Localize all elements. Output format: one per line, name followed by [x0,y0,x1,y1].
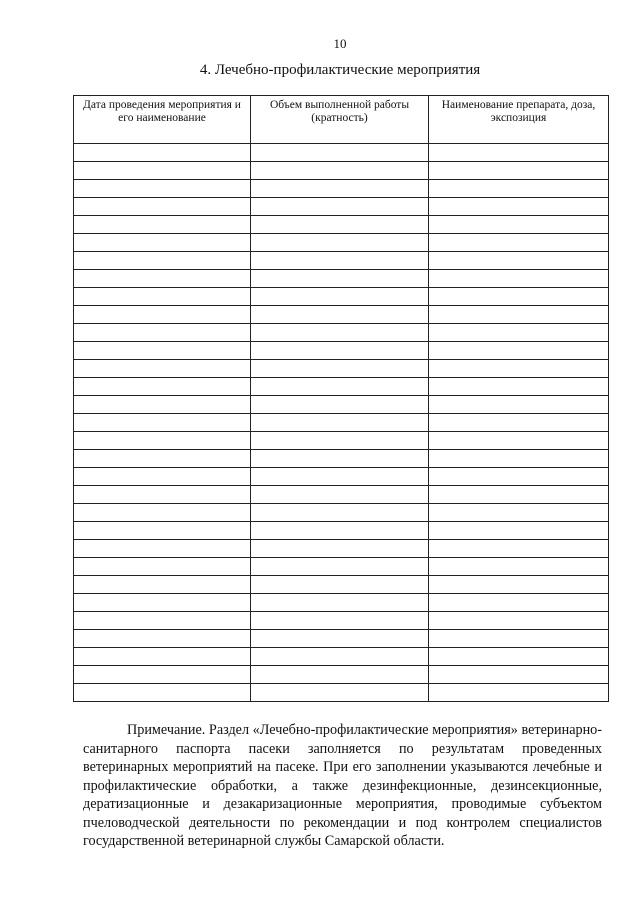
table-row [74,630,609,648]
table-cell [429,576,609,594]
table-cell [429,450,609,468]
treatment-table [73,95,609,702]
table-cell [251,558,429,576]
table-row [74,576,609,594]
table-cell [251,324,429,342]
table-cell [251,576,429,594]
table-cell [74,522,251,540]
table-cell [251,432,429,450]
column-header-volume: Объем выполненной работы (кратность) [251,96,429,144]
table-row [74,666,609,684]
table-cell [429,288,609,306]
table-cell [429,630,609,648]
table-cell [74,162,251,180]
table-cell [429,612,609,630]
table-cell [74,270,251,288]
column-header-drug: Наименование препарата, доза, экспозиция [429,96,609,144]
table-cell [251,594,429,612]
table-cell [429,270,609,288]
table-cell [74,252,251,270]
table-cell [429,216,609,234]
table-cell [74,612,251,630]
table-cell [74,360,251,378]
table-cell [74,234,251,252]
table-cell [251,414,429,432]
table-cell [251,666,429,684]
table-row [74,594,609,612]
table-row [74,306,609,324]
table-cell [74,144,251,162]
table-cell [429,306,609,324]
table-row [74,378,609,396]
table-cell [429,342,609,360]
table-cell [74,486,251,504]
table-cell [251,270,429,288]
table-row [74,180,609,198]
table-row [74,144,609,162]
table-row [74,684,609,702]
table-header-row [74,96,609,144]
table-cell [74,648,251,666]
table-cell [251,684,429,702]
section-title: 4. Лечебно-профилактические мероприятия [199,62,481,78]
table-row [74,252,609,270]
table-cell [251,486,429,504]
table-cell [429,378,609,396]
table-row [74,504,609,522]
table-cell [429,558,609,576]
table-cell [74,504,251,522]
note-text: Примечание. Раздел «Лечебно-профилактические мероприятия» ветеринарно-санитарного паспорта пасеки заполняется по результатам проведенных ветеринарных мероприятий на пасеке. При его заполнении указываются лечебные и профилактические обработки, а также дезинфекционные, дезинсекционные, дератизационные и дезакаризационные мероприятия, проводимые субъектом пчеловодческой деятельности по рекомендации и под контролем специалистов государственной ветеринарной службы Самарской области. [83,722,602,849]
table-cell [74,630,251,648]
table-cell [429,648,609,666]
table-cell [74,216,251,234]
table-row [74,522,609,540]
table-cell [251,216,429,234]
table-cell [429,162,609,180]
table-cell [74,342,251,360]
table-cell [429,666,609,684]
table-cell [251,306,429,324]
table-row [74,360,609,378]
table-cell [429,324,609,342]
table-cell [74,468,251,486]
table-cell [429,468,609,486]
table-cell [251,342,429,360]
table-cell [251,144,429,162]
table-row [74,468,609,486]
table-cell [74,450,251,468]
table-row [74,324,609,342]
table-cell [251,450,429,468]
table-cell [429,504,609,522]
table-cell [74,306,251,324]
table-cell [429,540,609,558]
table-row [74,270,609,288]
table-cell [251,612,429,630]
table-cell [74,288,251,306]
table-cell [251,180,429,198]
table-row [74,486,609,504]
table-cell [251,288,429,306]
table-row [74,342,609,360]
table-cell [251,360,429,378]
table-cell [251,162,429,180]
table-cell [429,198,609,216]
table-cell [74,576,251,594]
page-number: 10 [333,36,347,51]
table-cell [74,414,251,432]
table-row [74,432,609,450]
table-cell [251,468,429,486]
table-cell [74,684,251,702]
table-cell [251,522,429,540]
table-cell [429,594,609,612]
table-row [74,414,609,432]
table-cell [74,666,251,684]
table-cell [429,486,609,504]
table-cell [251,252,429,270]
table-row [74,198,609,216]
table-cell [251,396,429,414]
table-cell [74,180,251,198]
table-cell [251,540,429,558]
table-cell [429,252,609,270]
note-paragraph [83,721,602,851]
table-cell [429,414,609,432]
table-cell [429,360,609,378]
table-row [74,558,609,576]
table-cell [251,648,429,666]
table-row [74,234,609,252]
table-cell [251,630,429,648]
table-cell [429,396,609,414]
table-cell [251,234,429,252]
column-header-date: Дата проведения мероприятия и его наименование [74,96,251,144]
table-cell [74,378,251,396]
table-row [74,162,609,180]
table-cell [74,396,251,414]
table-cell [429,432,609,450]
table-row [74,288,609,306]
table-cell [74,558,251,576]
table-row [74,396,609,414]
table-row [74,612,609,630]
table-cell [74,594,251,612]
table-cell [251,378,429,396]
table-row [74,216,609,234]
table-cell [74,432,251,450]
table-cell [251,504,429,522]
table-cell [429,144,609,162]
table-cell [429,234,609,252]
table-body [74,144,609,702]
table-cell [429,522,609,540]
table-cell [74,198,251,216]
table-row [74,450,609,468]
table-cell [429,180,609,198]
table-row [74,540,609,558]
table-row [74,648,609,666]
table-cell [429,684,609,702]
table-cell [251,198,429,216]
table-cell [74,324,251,342]
table-cell [74,540,251,558]
